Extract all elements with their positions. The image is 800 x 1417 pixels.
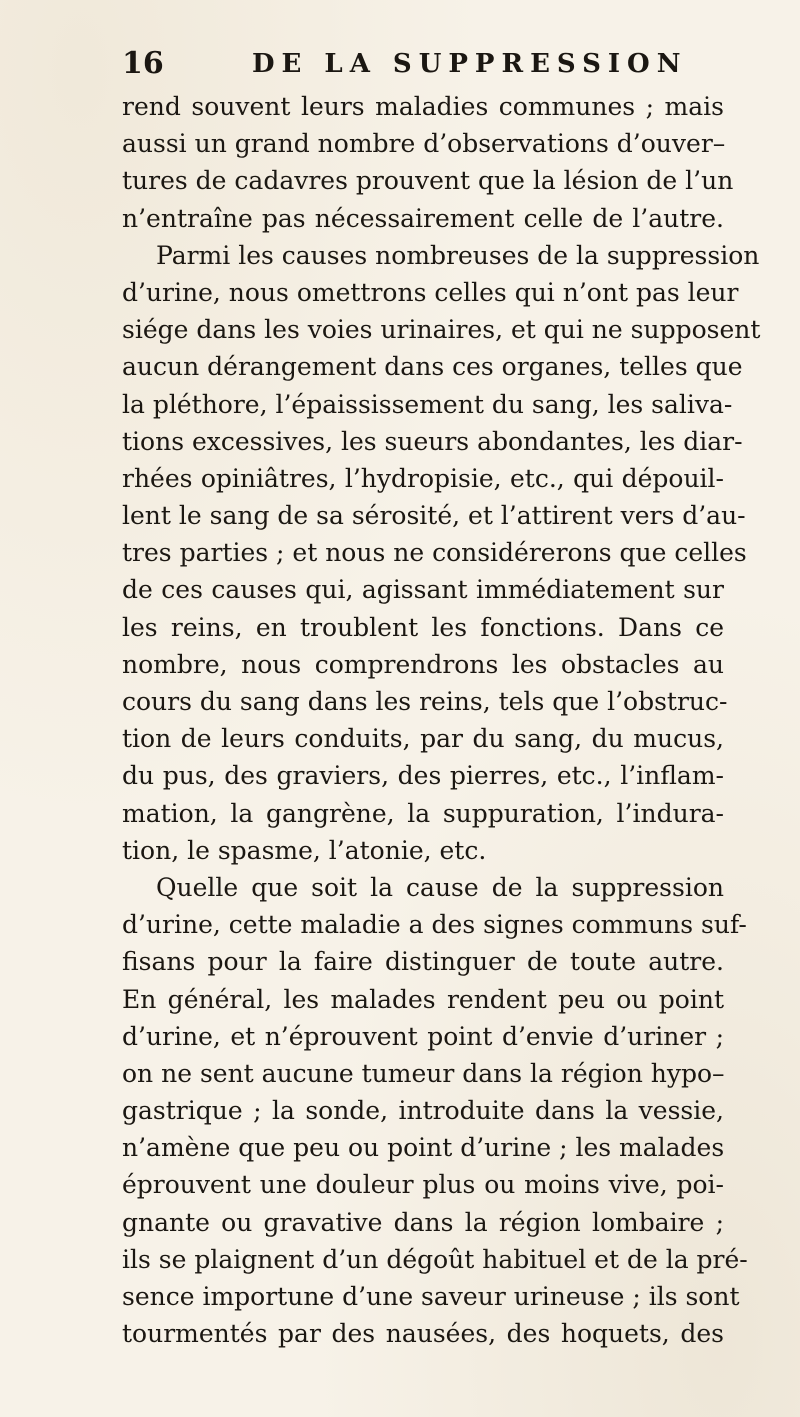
text-line: n’amène que peu ou point d’urine ; les malades <box>122 1133 725 1163</box>
text-line: tion, le spasme, l’atonie, etc. <box>122 835 487 865</box>
text-line: d’urine, et n’éprouvent point d’envie d’uriner ; <box>122 1021 724 1051</box>
text-line: les reins, en troublent les fonctions. Dans ce <box>122 612 724 642</box>
text-line: la pléthore, l’épaississement du sang, les saliva- <box>122 389 733 419</box>
text-line: En général, les malades rendent peu ou point <box>122 984 724 1014</box>
text-line: de ces causes qui, agissant immédiatement sur <box>122 575 724 605</box>
page-header <box>122 44 722 84</box>
page-number: 16 <box>122 46 164 81</box>
text-line: on ne sent aucune tumeur dans la région hypo– <box>122 1058 725 1088</box>
running-head: DE LA SUPPRESSION <box>252 49 688 79</box>
text-line: nombre, nous comprendrons les obstacles au <box>122 649 724 679</box>
text-line: ils se plaignent d’un dégoût habituel et de la pré- <box>122 1244 748 1274</box>
text-line: fisans pour la faire distinguer de toute autre. <box>122 947 724 977</box>
text-line: Quelle que soit la cause de la suppression <box>156 872 724 902</box>
text-line: aucun dérangement dans ces organes, telles que <box>122 352 743 382</box>
text-line: Parmi les causes nombreuses de la suppression <box>156 240 760 270</box>
text-line: lent le sang de sa sérosité, et l’attirent vers d’au- <box>122 501 746 531</box>
text-line: tures de cadavres prouvent que la lésion de l’un <box>122 166 734 196</box>
text-line: tourmentés par des nausées, des hoquets, des <box>122 1319 724 1349</box>
text-line: d’urine, nous omettrons celles qui n’ont pas leur <box>122 277 739 307</box>
text-line: rend souvent leurs maladies communes ; mais <box>122 92 724 121</box>
text-line: d’urine, cette maladie a des signes communs suf- <box>122 910 747 940</box>
text-line: du pus, des graviers, des pierres, etc., l’inflam- <box>122 761 724 791</box>
text-line: tions excessives, les sueurs abondantes, les diar- <box>122 426 743 456</box>
text-line: n’entraîne pas nécessairement celle de l’autre. <box>122 203 724 233</box>
text-line: rhées opiniâtres, l’hydropisie, etc., qui dépouil- <box>122 463 724 493</box>
text-line: mation, la gangrène, la suppuration, l’indura- <box>122 798 724 828</box>
text-line: sence importune d’une saveur urineuse ; ils sont <box>122 1282 740 1311</box>
text-line: cours du sang dans les reins, tels que l’obstruc- <box>122 687 728 716</box>
text-line: éprouvent une douleur plus ou moins vive, poi- <box>122 1170 724 1200</box>
body-text <box>122 88 761 1352</box>
text-line: aussi un grand nombre d’observations d’ouver– <box>122 129 726 159</box>
text-line: tres parties ; et nous ne considérerons que celles <box>122 538 747 568</box>
text-line: tion de leurs conduits, par du sang, du mucus, <box>122 724 724 754</box>
text-line: gastrique ; la sonde, introduite dans la vessie, <box>122 1096 724 1126</box>
text-line: siége dans les voies urinaires, et qui ne supposent <box>122 315 761 345</box>
text-line: gnante ou gravative dans la région lombaire ; <box>122 1207 724 1237</box>
